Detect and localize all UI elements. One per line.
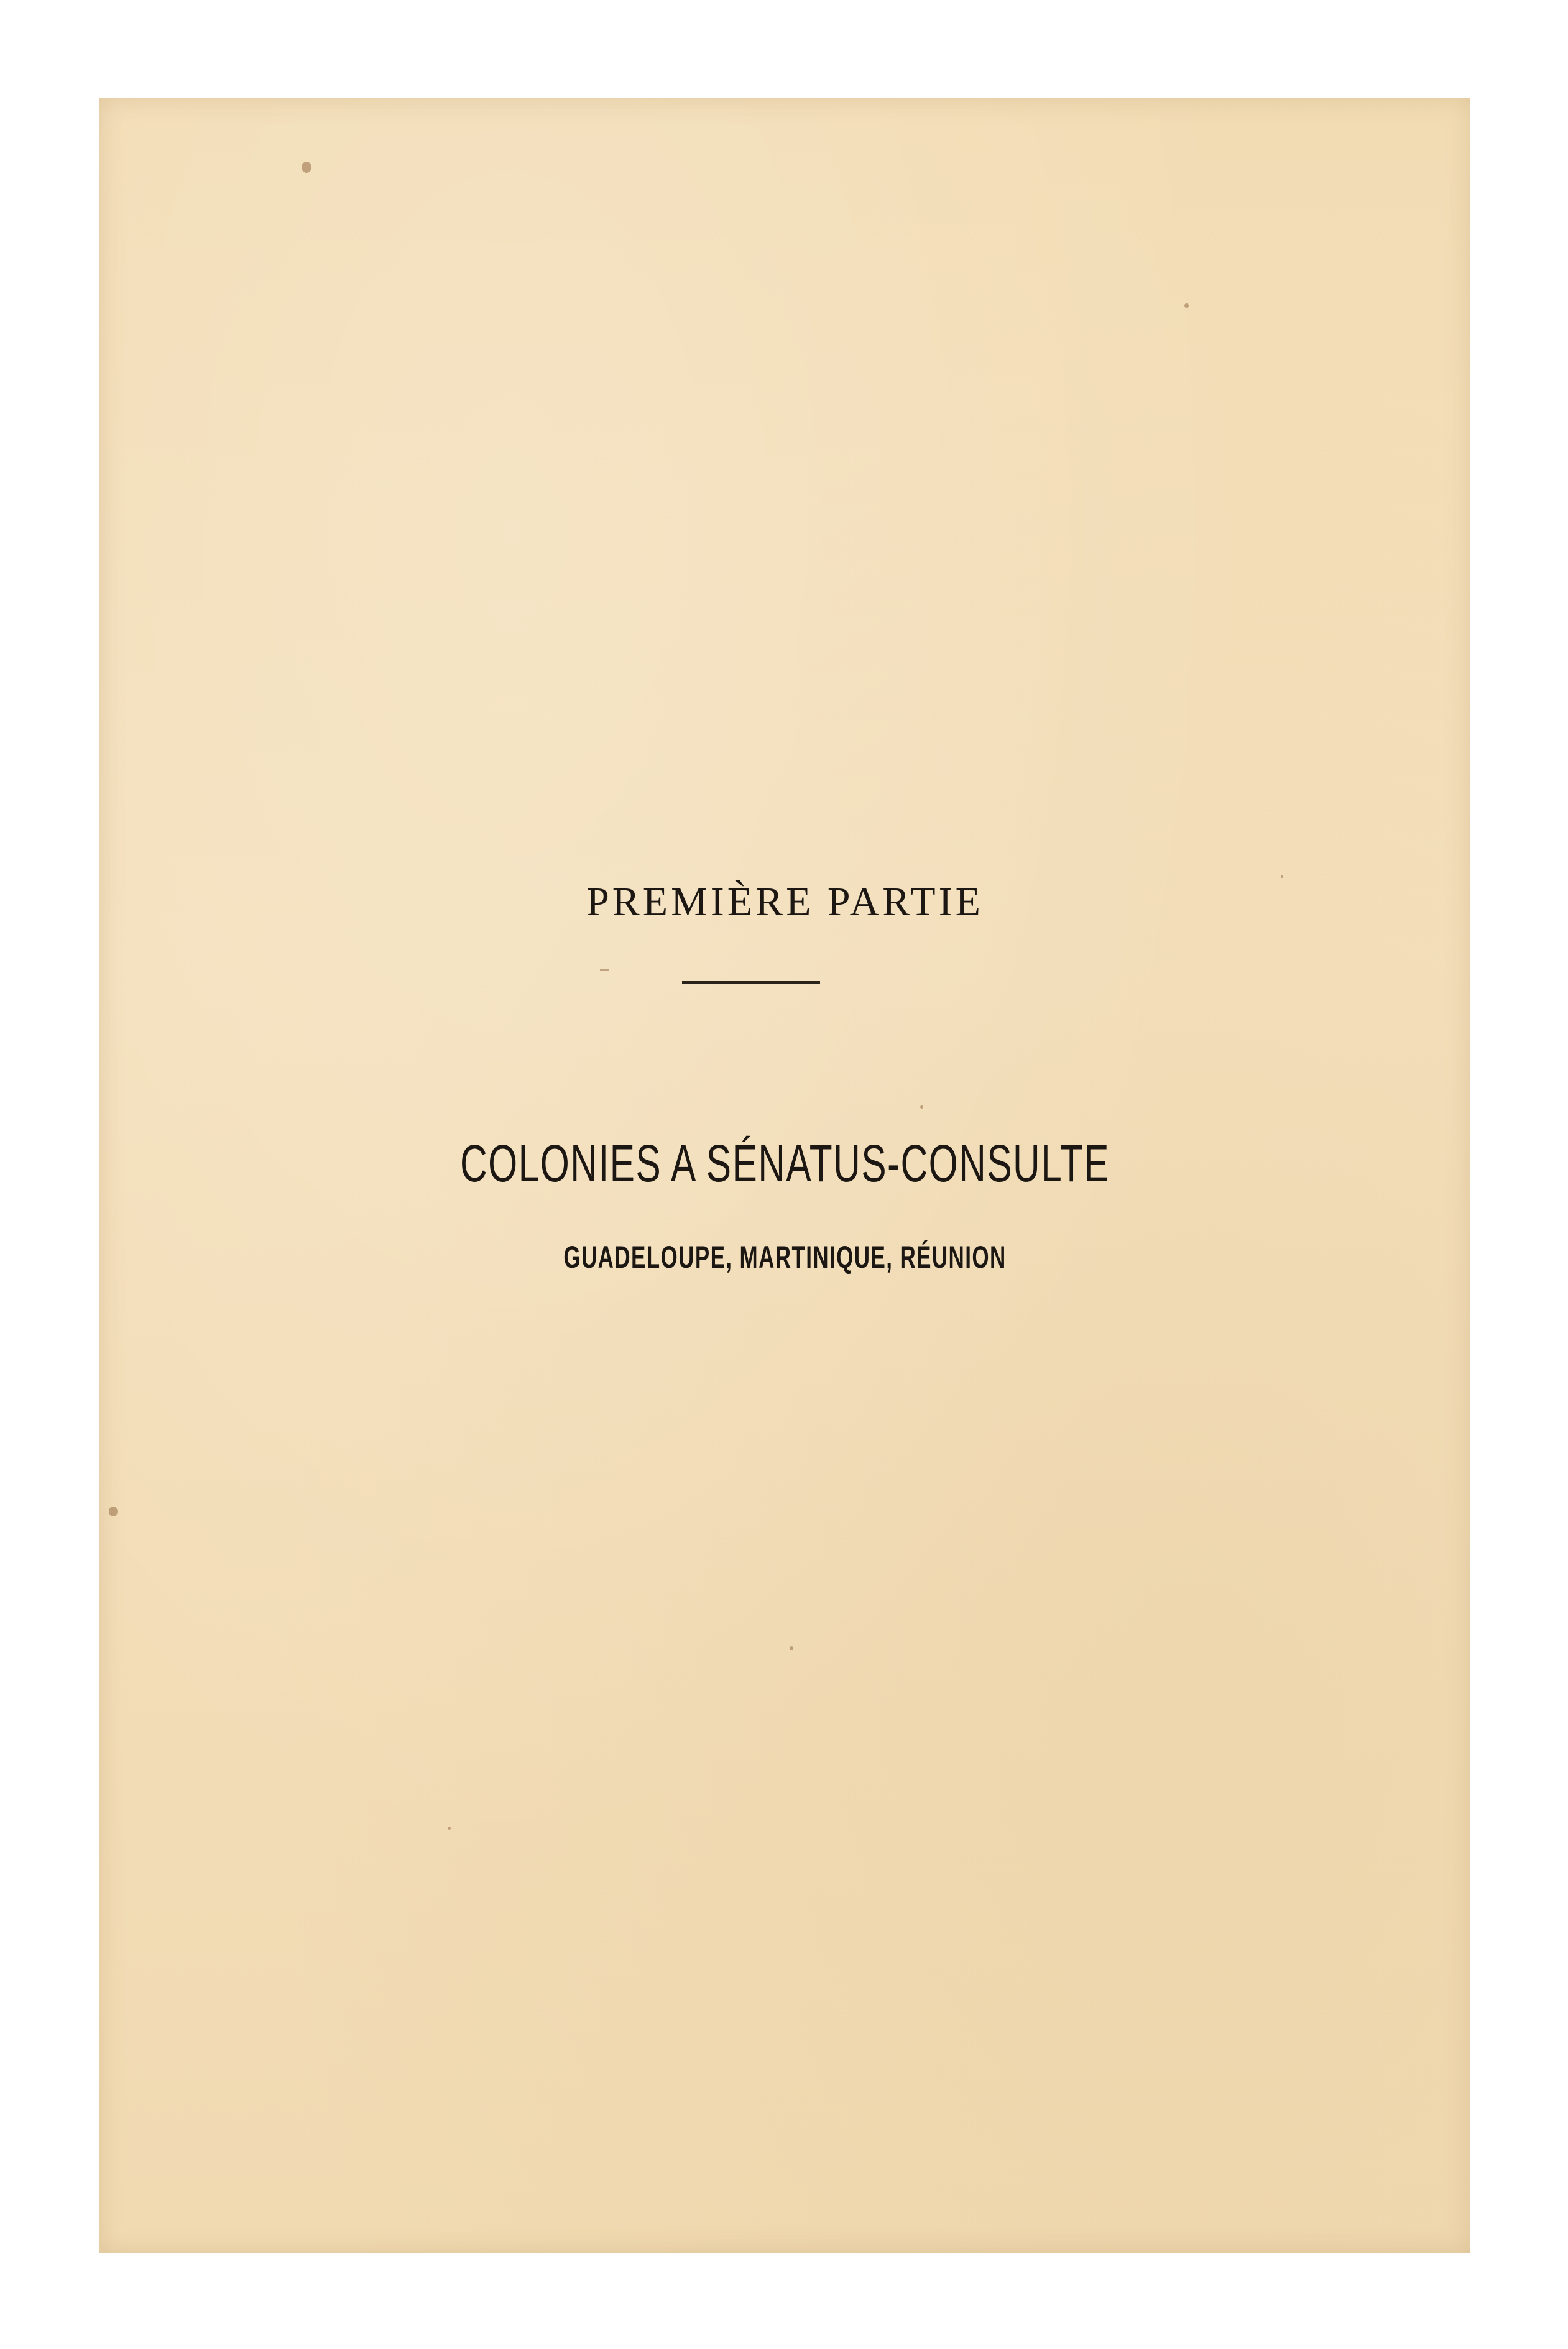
subtitle: GUADELOUPE, MARTINIQUE, RÉUNION xyxy=(563,1240,1007,1275)
title-divider xyxy=(682,981,820,984)
paper-speck xyxy=(600,969,609,971)
main-title: COLONIES A SÉNATUS-CONSULTE xyxy=(460,1134,1110,1193)
part-title: PREMIÈRE PARTIE xyxy=(586,879,984,925)
paper-speck xyxy=(448,1827,451,1830)
paper-speck xyxy=(109,1507,118,1516)
paper-speck xyxy=(302,162,311,173)
paper-speck xyxy=(1184,303,1189,308)
paper-speck xyxy=(920,1105,923,1109)
paper-speck xyxy=(790,1646,793,1650)
paper-speck xyxy=(1281,875,1283,878)
book-page xyxy=(99,98,1470,2253)
